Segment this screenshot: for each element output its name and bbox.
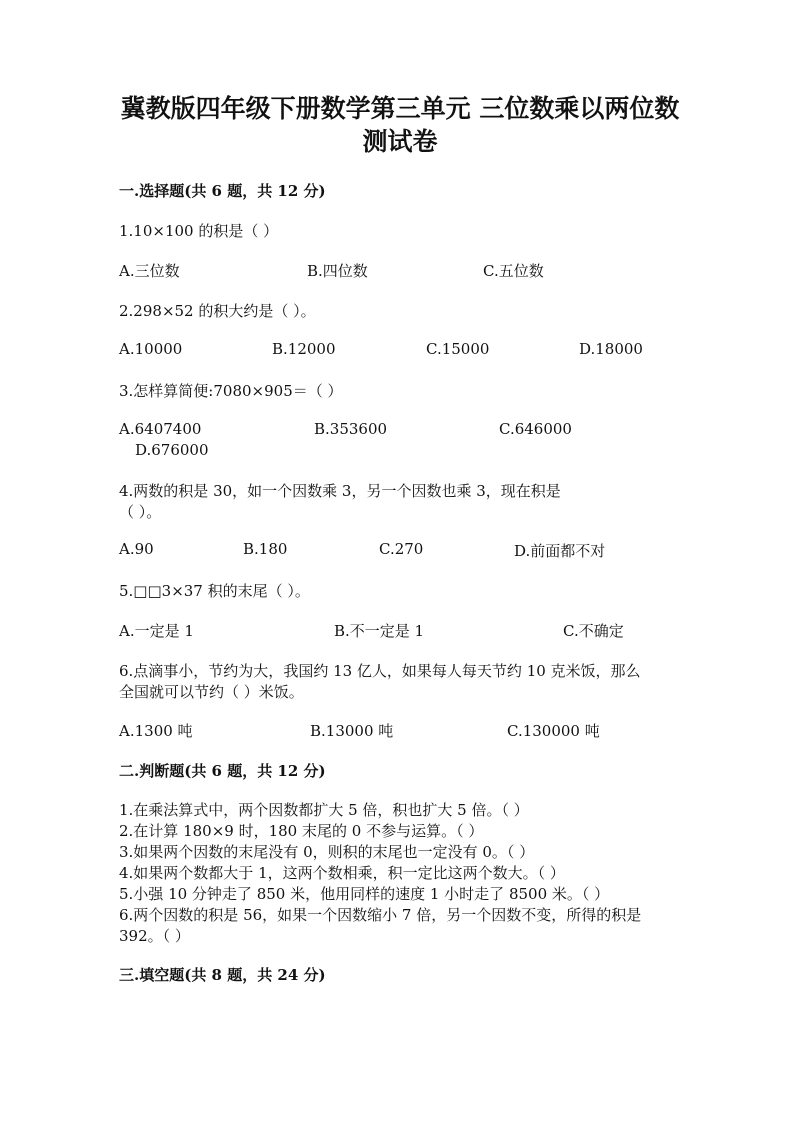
section-heading-fill-in: 三.填空题(共 8 题，共 24 分) (119, 966, 326, 984)
q1-option-a: A.三位数 (119, 262, 180, 280)
judgment-5: 5.小强 10 分钟走了 850 米，他用同样的速度 1 小时走了 8500 米。（ ） (119, 885, 610, 903)
q2-option-d: D.18000 (579, 340, 643, 358)
q5-option-a: A.一定是 1 (119, 622, 194, 640)
q4-option-b: B.180 (243, 540, 288, 558)
q5-option-c: C.不确定 (563, 622, 624, 640)
title-line-1: 冀教版四年级下册数学第三单元 三位数乘以两位数 (120, 94, 680, 123)
title-line-2: 测试卷 (362, 127, 438, 156)
q5-option-b: B.不一定是 1 (334, 622, 425, 640)
question-3: 3.怎样算简便:7080×905＝（ ） (119, 382, 343, 400)
q3-option-c: C.646000 (499, 420, 572, 438)
judgment-3: 3.如果两个因数的末尾没有 0，则积的末尾也一定没有 0。（ ） (119, 843, 535, 861)
q3-option-d: D.676000 (135, 441, 209, 459)
question-1: 1.10×100 的积是（ ） (119, 222, 279, 240)
q4-option-a: A.90 (119, 540, 154, 558)
q2-option-a: A.10000 (119, 340, 183, 358)
section-heading-choice: 一.选择题(共 6 题，共 12 分) (119, 182, 326, 200)
judgment-2: 2.在计算 180×9 时，180 末尾的 0 不参与运算。（ ） (119, 822, 484, 840)
question-4-line-1: 4.两数的积是 30，如一个因数乘 3，另一个因数也乘 3，现在积是 (119, 482, 561, 500)
q6-option-b: B.13000 吨 (310, 722, 394, 740)
question-6-line-1: 6.点滴事小，节约为大，我国约 13 亿人，如果每人每天节约 10 克米饭，那么 (119, 662, 641, 680)
judgment-1: 1.在乘法算式中，两个因数都扩大 5 倍，积也扩大 5 倍。（ ） (119, 801, 529, 819)
q1-option-c: C.五位数 (483, 262, 544, 280)
question-5: 5.□□3×37 积的末尾（ ）。 (119, 582, 310, 600)
question-6-line-2: 全国就可以节约（ ）米饭。 (119, 683, 304, 701)
q2-option-b: B.12000 (272, 340, 336, 358)
section-heading-judgment: 二.判断题(共 6 题，共 12 分) (119, 762, 326, 780)
judgment-4: 4.如果两个数都大于 1，这两个数相乘，积一定比这两个数大。（ ） (119, 864, 565, 882)
judgment-6-line-2: 392。（ ） (119, 927, 190, 945)
q6-option-c: C.130000 吨 (507, 722, 600, 740)
q4-option-d: D.前面都不对 (514, 542, 606, 560)
q3-option-a: A.6407400 (119, 420, 202, 438)
question-4-line-2: （ ）。 (119, 503, 162, 521)
judgment-6-line-1: 6.两个因数的积是 56，如果一个因数缩小 7 倍，另一个因数不变，所得的积是 (119, 906, 642, 924)
q1-option-b: B.四位数 (307, 262, 368, 280)
q6-option-a: A.1300 吨 (119, 722, 193, 740)
page-title (100, 92, 700, 158)
q3-option-b: B.353600 (314, 420, 388, 438)
q4-option-c: C.270 (379, 540, 424, 558)
question-2: 2.298×52 的积大约是（ ）。 (119, 302, 316, 320)
q2-option-c: C.15000 (426, 340, 490, 358)
